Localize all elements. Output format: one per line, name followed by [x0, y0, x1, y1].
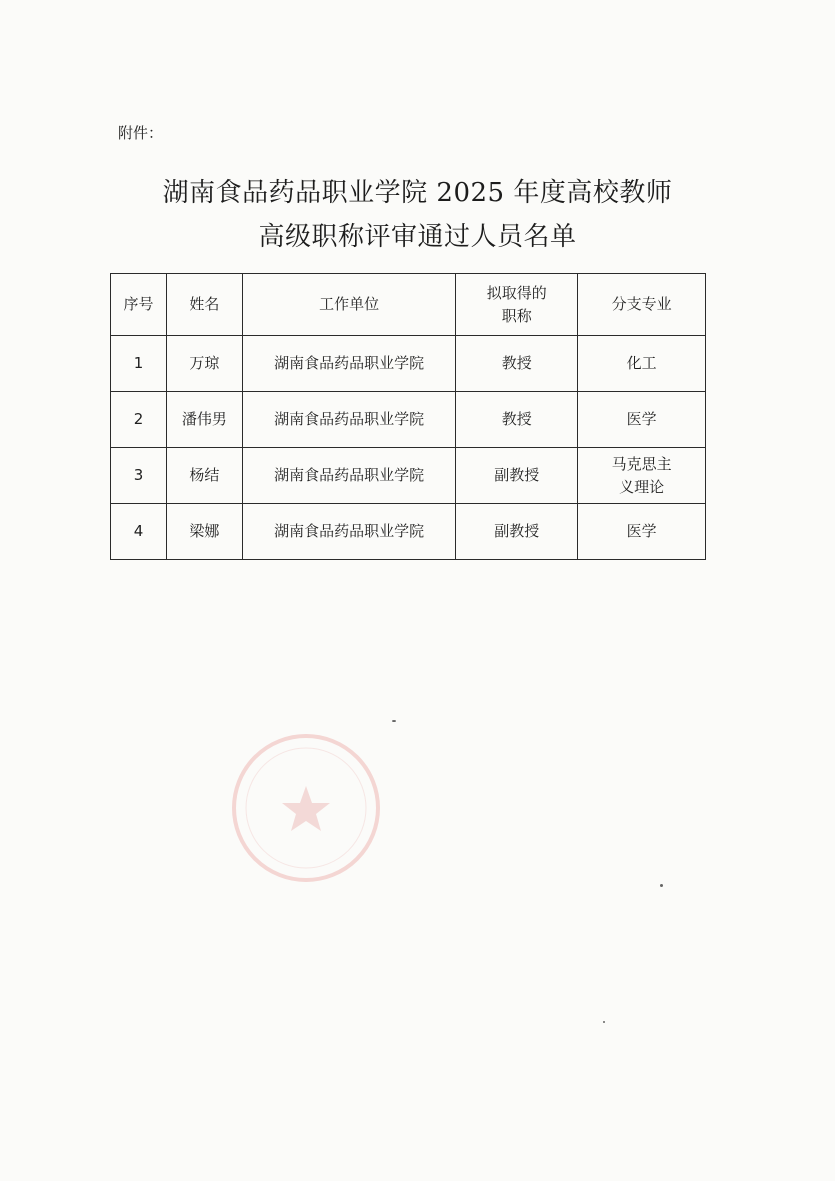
cell-index: 1	[111, 336, 167, 392]
scan-speck	[392, 720, 396, 722]
header-title-line1: 拟取得的	[486, 283, 547, 302]
cell-major-line1: 医学	[626, 522, 657, 540]
cell-unit: 湖南食品药品职业学院	[242, 504, 456, 560]
header-title	[456, 274, 578, 336]
header-index: 序号	[111, 274, 167, 336]
cell-name: 万琼	[166, 336, 242, 392]
header-title-line2: 职称	[501, 306, 532, 325]
header-name: 姓名	[166, 274, 242, 336]
table-row	[111, 392, 706, 448]
document-title-line2: 高级职称评审通过人员名单	[258, 222, 577, 252]
table-row	[111, 504, 706, 560]
cell-major-line1: 化工	[626, 354, 657, 372]
header-unit: 工作单位	[242, 274, 456, 336]
seal-stamp-icon	[226, 728, 386, 888]
cell-index: 4	[111, 504, 167, 560]
cell-major-line1: 马克思主	[611, 454, 672, 473]
cell-name: 杨结	[166, 448, 242, 504]
cell-major	[578, 448, 706, 504]
header-major: 分支专业	[578, 274, 706, 336]
cell-name: 梁娜	[166, 504, 242, 560]
cell-name: 潘伟男	[166, 392, 242, 448]
table-row	[111, 448, 706, 504]
cell-title: 教授	[456, 392, 578, 448]
roster-table	[110, 273, 706, 560]
table-header-row	[111, 274, 706, 336]
scan-speck	[603, 1021, 605, 1023]
cell-index: 2	[111, 392, 167, 448]
attachment-label: 附件：	[118, 124, 164, 142]
document-title-line1: 湖南食品药品职业学院 2025 年度高校教师	[162, 178, 673, 208]
table-row	[111, 336, 706, 392]
scan-speck	[660, 884, 663, 887]
cell-title: 教授	[456, 336, 578, 392]
cell-title: 副教授	[456, 504, 578, 560]
cell-index: 3	[111, 448, 167, 504]
cell-major	[578, 504, 706, 560]
cell-unit: 湖南食品药品职业学院	[242, 336, 456, 392]
cell-major-line1: 医学	[626, 410, 657, 428]
cell-major	[578, 392, 706, 448]
cell-major-line2: 义理论	[619, 477, 665, 496]
cell-unit: 湖南食品药品职业学院	[242, 448, 456, 504]
cell-unit: 湖南食品药品职业学院	[242, 392, 456, 448]
cell-major	[578, 336, 706, 392]
cell-title: 副教授	[456, 448, 578, 504]
